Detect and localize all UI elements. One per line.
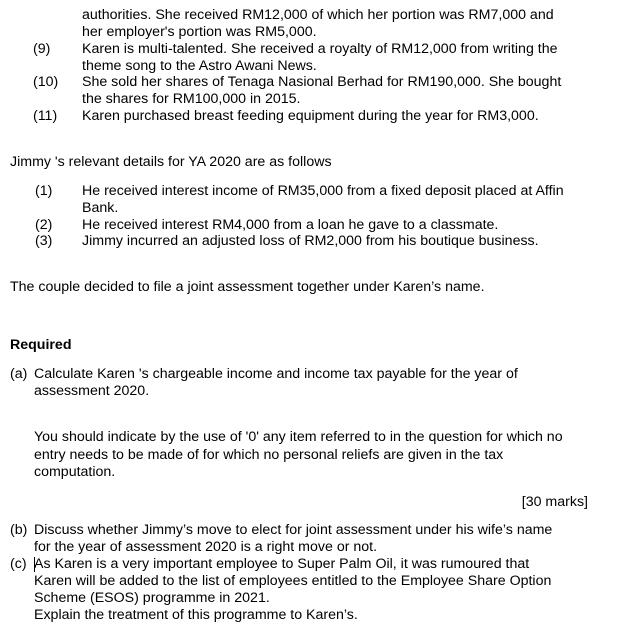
part-b-line-2: for the year of assessment 2020 is a right move or not. [34, 539, 378, 555]
karen-item-10-number: (10) [33, 74, 59, 90]
part-c-line-3: Scheme (ESOS) programme in 2021. [34, 590, 270, 606]
part-c-label: (c) [10, 556, 27, 572]
part-c-line-4: Explain the treatment of this programme to Karen’s. [34, 607, 358, 623]
jimmy-heading: Jimmy 's relevant details for YA 2020 are as follows [10, 154, 332, 170]
instruction-line-3: computation. [34, 464, 116, 480]
part-c-line-2: Karen will be added to the list of employees entitled to the Employee Share Option [34, 573, 552, 589]
part-a-line-2: assessment 2020. [34, 383, 150, 399]
karen-item-11-number: (11) [33, 108, 58, 124]
karen-item-9-line-2: theme song to the Astro Awani News. [82, 58, 317, 74]
jimmy-item-1-line-1: He received interest income of RM35,000 from a fixed deposit placed at Affin [82, 183, 564, 199]
karen-item-10-line-1: She sold her shares of Tenaga Nasional Berhad for RM190,000. She bought [82, 74, 562, 90]
part-b-label: (b) [10, 522, 28, 538]
joint-assessment-statement: The couple decided to file a joint assessment together under Karen’s name. [10, 279, 485, 295]
karen-item-8-line-2: her employer's portion was RM5,000. [82, 24, 317, 40]
jimmy-item-1-number: (1) [35, 183, 53, 199]
required-heading: Required [10, 337, 72, 353]
part-c-line-1: As Karen is a very important employee to Super Palm Oil, it was rumoured that [34, 556, 530, 572]
jimmy-item-3-line-1: Jimmy incurred an adjusted loss of RM2,000 from his boutique business. [82, 233, 539, 249]
karen-item-9-line-1: Karen is multi-talented. She received a royalty of RM12,000 from writing the [82, 41, 558, 57]
jimmy-item-2-number: (2) [35, 217, 53, 233]
jimmy-item-3-number: (3) [35, 233, 53, 249]
part-b-line-1: Discuss whether Jimmy’s move to elect for joint assessment under his wife’s name [34, 522, 553, 538]
karen-item-8-line-1: authorities. She received RM12,000 of which her portion was RM7,000 and [82, 7, 554, 23]
karen-item-9-number: (9) [33, 41, 51, 57]
instruction-line-1: You should indicate by the use of '0' any item referred to in the question for which no [34, 429, 563, 445]
part-a-line-1: Calculate Karen 's chargeable income and income tax payable for the year of [34, 366, 518, 382]
jimmy-item-1-line-2: Bank. [82, 200, 119, 216]
jimmy-item-2-line-1: He received interest RM4,000 from a loan he gave to a classmate. [82, 217, 499, 233]
karen-item-11-line-1: Karen purchased breast feeding equipment during the year for RM3,000. [82, 108, 539, 124]
marks-label: [30 marks] [521, 494, 588, 510]
instruction-line-2: entry needs to be made of for which no personal reliefs are given in the tax [34, 447, 504, 463]
part-a-label: (a) [10, 366, 28, 382]
karen-item-10-line-2: the shares for RM100,000 in 2015. [82, 91, 301, 107]
